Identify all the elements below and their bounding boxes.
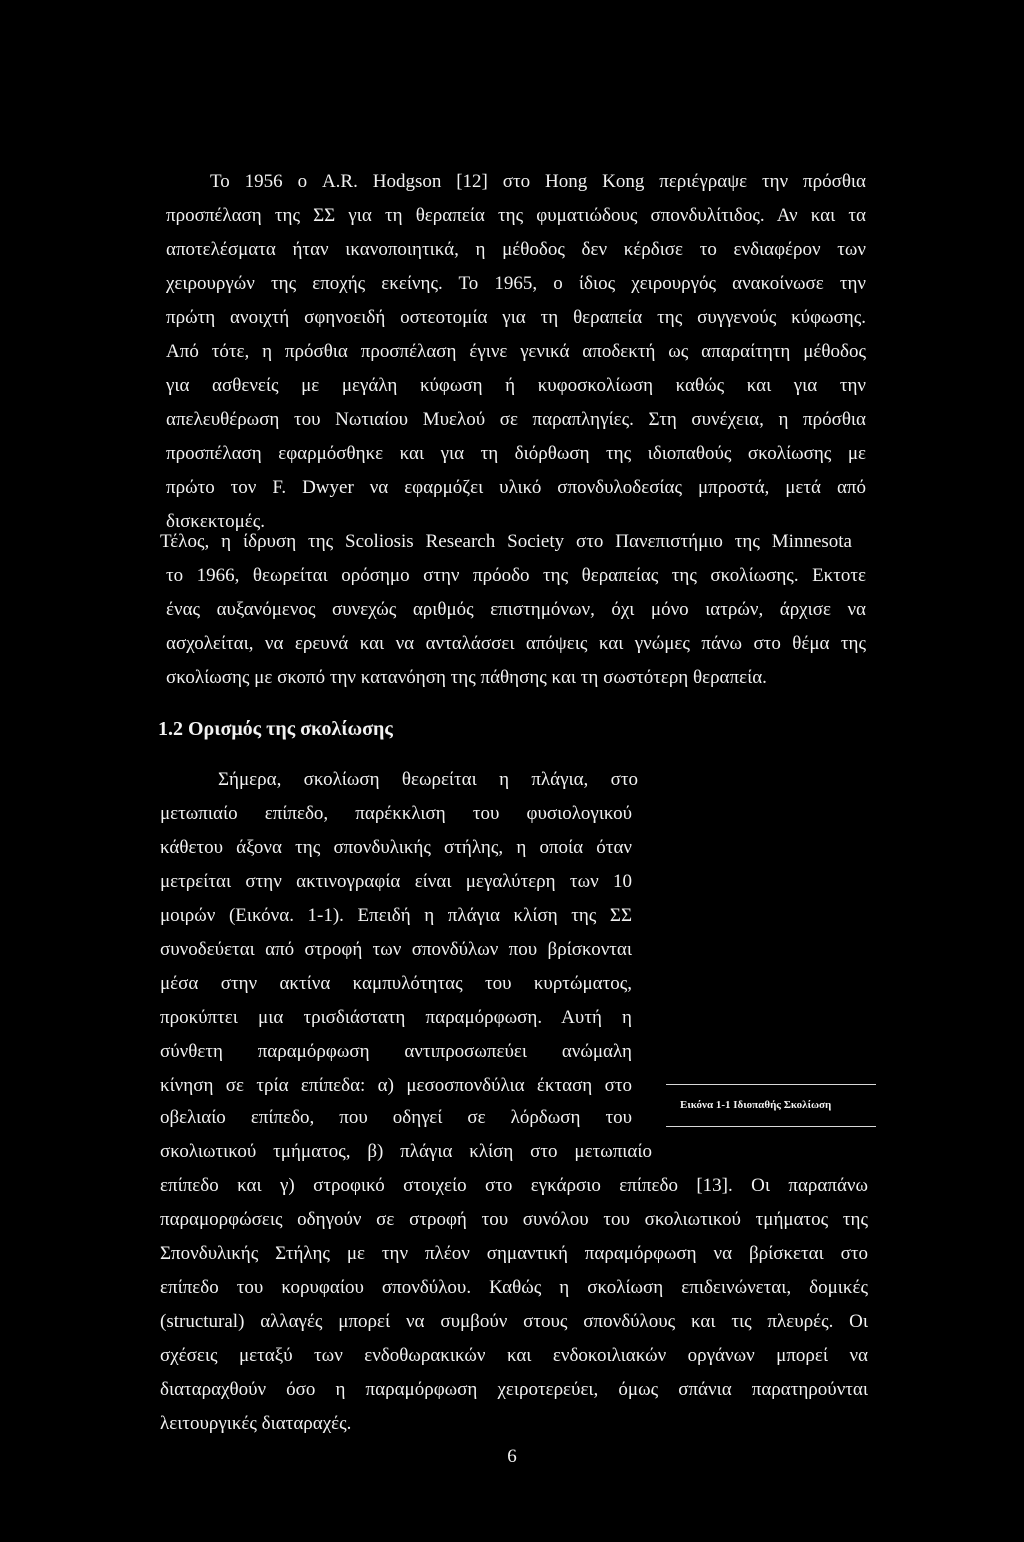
text-line: για ασθενείς με μεγάλη κύφωση ή κυφοσκολίωση καθώς και για την — [166, 375, 866, 396]
text-line: επίπεδο και γ) στροφικό στοιχείο στο εγκάρσιο επίπεδο [13]. Οι παραπάνω — [160, 1175, 868, 1196]
text-line: προσπέλαση εφαρμόσθηκε και για τη διόρθωση της ιδιοπαθούς σκολίωσης με — [166, 443, 866, 464]
page-number: 6 — [507, 1446, 517, 1467]
text-line: αποτελέσματα ήταν ικανοποιητικά, η μέθοδος δεν κέρδισε το ενδιαφέρον των — [166, 239, 866, 260]
text-line: σκολιωτικού τμήματος, β) πλάγια κλίση στο μετωπιαίο — [160, 1141, 652, 1162]
text-line: μοιρών (Εικόνα. 1-1). Επειδή η πλάγια κλίση της ΣΣ — [160, 905, 632, 926]
text-line: ένας αυξανόμενος συνεχώς αριθμός επιστημόνων, όχι μόνο ιατρών, άρχισε να — [166, 599, 866, 620]
text-line: το 1966, θεωρείται ορόσημο στην πρόοδο της θεραπείας της σκολίωσης. Εκτοτε — [166, 565, 866, 586]
text-line: Τέλος, η ίδρυση της Scoliosis Research Society στο Πανεπιστήμιο της Minnesota — [160, 531, 852, 552]
text-line: σχέσεις μεταξύ των ενδοθωρακικών και ενδοκοιλιακών οργάνων μπορεί να — [160, 1345, 868, 1366]
text-line: προσπέλαση της ΣΣ για τη θεραπεία της φυματιώδους σπονδυλίτιδος. Αν και τα — [166, 205, 866, 226]
text-line: δισκεκτομές. — [166, 511, 266, 532]
text-line: απελευθέρωση του Νωτιαίου Μυελού σε παραπληγίες. Στη συνέχεια, η πρόσθια — [166, 409, 866, 430]
text-line: σύνθετη παραμόρφωση αντιπροσωπεύει ανώμαλη — [160, 1041, 632, 1062]
text-line: λειτουργικές διαταραχές. — [160, 1413, 352, 1434]
section-heading: 1.2 Ορισμός της σκολίωσης — [158, 718, 393, 740]
text-line: πρώτη ανοιχτή σφηνοειδή οστεοτομία για τη θεραπεία της συγγενούς κύφωσης. — [166, 307, 866, 328]
text-line: παραμορφώσεις οδηγούν σε στροφή του συνόλου του σκολιωτικού τμήματος της — [160, 1209, 868, 1230]
text-line: σκολίωσης με σκοπό την κατανόηση της πάθησης και τη σωστότερη θεραπεία. — [166, 667, 767, 688]
caption-top-rule — [666, 1084, 876, 1085]
text-line: συνοδεύεται από στροφή των σπονδύλων που βρίσκονται — [160, 939, 632, 960]
text-line: προκύπτει μια τρισδιάστατη παραμόρφωση. Αυτή η — [160, 1007, 632, 1028]
caption-bottom-rule — [666, 1126, 876, 1127]
text-line: επίπεδο του κορυφαίου σπονδύλου. Καθώς η σκολίωση επιδεινώνεται, δομικές — [160, 1277, 868, 1298]
text-line: μετρείται στην ακτινογραφία είναι μεγαλύτερη των 10 — [160, 871, 632, 892]
text-line: πρώτο τον F. Dwyer να εφαρμόζει υλικό σπονδυλοδεσίας μπροστά, μετά από — [166, 477, 866, 498]
text-line: (structural) αλλαγές μπορεί να συμβούν στους σπονδύλους και τις πλευρές. Οι — [160, 1311, 868, 1332]
text-line: Σήμερα, σκολίωση θεωρείται η πλάγια, στο — [218, 769, 638, 790]
text-line: οβελιαίο επίπεδο, που οδηγεί σε λόρδωση του — [160, 1107, 632, 1128]
text-line: Σπονδυλικής Στήλης με την πλέον σημαντική παραμόρφωση να βρίσκεται στο — [160, 1243, 868, 1264]
text-line: μετωπιαίο επίπεδο, παρέκκλιση του φυσιολογικού — [160, 803, 632, 824]
text-line: Από τότε, η πρόσθια προσπέλαση έγινε γενικά αποδεκτή ως απαραίτητη μέθοδος — [166, 341, 866, 362]
text-line: μέσα στην ακτίνα καμπυλότητας του κυρτώματος, — [160, 973, 632, 994]
text-line: διαταραχθούν όσο η παραμόρφωση χειροτερεύει, όμως σπάνια παρατηρούνται — [160, 1379, 868, 1400]
text-line: χειρουργών της εποχής εκείνης. Το 1965, ο ίδιος χειρουργός ανακοίνωσε την — [166, 273, 866, 294]
figure-caption: Εικόνα 1-1 Ιδιοπαθής Σκολίωση — [680, 1099, 832, 1111]
text-line: κάθετου άξονα της σπονδυλικής στήλης, η οποία όταν — [160, 837, 632, 858]
text-line: κίνηση σε τρία επίπεδα: α) μεσοσπονδύλια έκταση στο — [160, 1075, 632, 1096]
text-line: ασχολείται, να ερευνά και να ανταλάσσει απόψεις και γνώμες πάνω στο θέμα της — [166, 633, 866, 654]
text-line: Το 1956 ο A.R. Hodgson [12] στο Hong Kong περιέγραψε την πρόσθια — [210, 171, 866, 192]
